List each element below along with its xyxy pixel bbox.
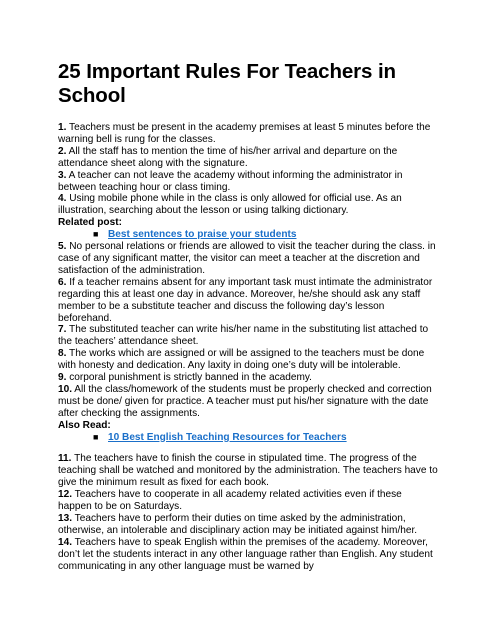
page-title: 25 Important Rules For Teachers in School <box>58 60 396 107</box>
rule-text: corporal punishment is strictly banned in the academy. <box>69 372 312 384</box>
also-read-label: Also Read: <box>58 419 111 431</box>
document-page <box>58 60 438 573</box>
rule-text: A teacher can not leave the academy without informing the administrator in between teaching hour or class timing. <box>58 169 403 193</box>
also-read-link[interactable]: 10 Best English Teaching Resources for Teachers <box>108 431 347 443</box>
rule-number: 14. <box>58 536 73 548</box>
rule-paragraph <box>58 348 438 372</box>
rule-paragraph <box>58 193 438 217</box>
related-post-label: Related post: <box>58 217 122 229</box>
rule-text: All the staff has to mention the time of his/her arrival and departure on the attendance sheet along with the signature. <box>58 145 398 169</box>
bullet-icon: ■ <box>93 431 99 442</box>
rule-number: 1. <box>58 122 67 133</box>
rule-number: 9. <box>58 372 67 384</box>
rule-number: 6. <box>58 276 67 288</box>
related-post-list <box>58 229 438 241</box>
document-body <box>58 122 438 573</box>
list-item <box>93 432 438 444</box>
rule-text: Teachers have to cooperate in all academy related activities even if these happen to be on Saturdays. <box>58 489 402 513</box>
bullet-icon: ■ <box>93 229 99 240</box>
rule-paragraph <box>58 170 438 194</box>
rule-number: 11. <box>58 453 72 465</box>
rule-number: 12. <box>58 489 73 501</box>
rule-text: Teachers must be present in the academy premises at least 5 minutes before the warning bell is rung for the classes. <box>58 122 431 145</box>
rule-text: The works which are assigned or will be assigned to the teachers must be done with honesty and dedication. Any laxity in doing one’s duty will be intolerable. <box>58 348 425 372</box>
rule-number: 7. <box>58 324 67 336</box>
rule-paragraph <box>58 537 438 573</box>
rule-text: Teachers have to speak English within the premises of the academy. Moreover, don’t let the students interact in any other language rather than English. Any student communicating in any other language must be warned by <box>58 536 433 572</box>
rule-paragraph <box>58 277 438 325</box>
rule-number: 5. <box>58 241 67 253</box>
list-item <box>93 229 438 241</box>
rule-text: Teachers have to perform their duties on time asked by the administration, otherwise, an intolerable and disciplinary action may be initiated against him/her. <box>58 513 418 536</box>
rule-text: Using mobile phone while in the class is only allowed for official use. As an illustration, searching about the lesson or using talking dictionary. <box>58 193 402 217</box>
rules-group-b <box>58 241 438 420</box>
rule-paragraph <box>58 241 438 277</box>
rule-number: 2. <box>58 145 67 157</box>
rule-number: 3. <box>58 169 67 181</box>
rule-paragraph <box>58 122 438 146</box>
rule-number: 10. <box>58 383 73 395</box>
related-post-link[interactable]: Best sentences to praise your students <box>108 229 297 241</box>
rule-number: 4. <box>58 193 67 205</box>
rules-group-c <box>58 453 438 572</box>
rule-text: If a teacher remains absent for any important task must intimate the administrator regarding this at least one day in advance. Moreover, he/she should ask any staff member to be a substitute teacher and discuss the following day’s lesson beforehand. <box>58 276 433 324</box>
rule-paragraph <box>58 146 438 170</box>
rule-paragraph <box>58 384 438 420</box>
rule-paragraph <box>58 372 438 384</box>
rule-text: No personal relations or friends are allowed to visit the teacher during the class. in case of any significant matter, the visitor can meet a teacher at the discretion and satisfaction of the administration. <box>58 241 436 276</box>
also-read-list <box>58 432 438 444</box>
rule-text: The substituted teacher can write his/her name in the substituting list attached to the teachers’ attendance sheet. <box>58 324 429 348</box>
rule-paragraph <box>58 324 438 348</box>
rule-number: 8. <box>58 348 67 360</box>
rule-paragraph <box>58 513 438 537</box>
rule-text: All the class/homework of the students must be properly checked and correction must be done/ given for practice. A teacher must put his/her signature with the date after checking the assignments. <box>58 383 432 419</box>
rules-group-a <box>58 122 438 217</box>
rule-text: The teachers have to finish the course in stipulated time. The progress of the teaching shall be watched and monitored by the administration. The teachers have to give the minimum result as fixed for each book. <box>58 453 438 489</box>
rule-paragraph <box>58 489 438 513</box>
rule-number: 13. <box>58 513 73 524</box>
rule-paragraph <box>58 453 438 489</box>
